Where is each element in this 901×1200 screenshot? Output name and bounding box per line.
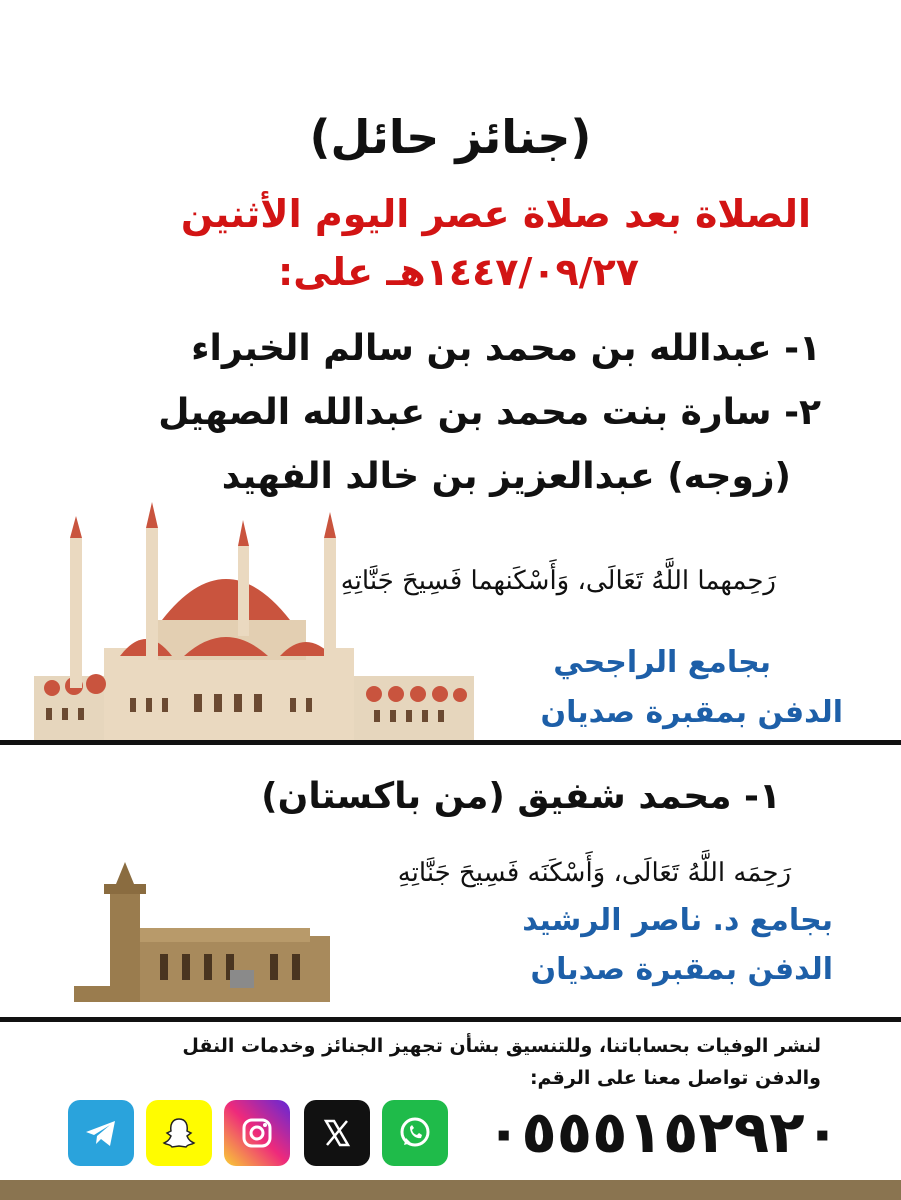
footer-text-line-1: لنشر الوفيات بحساباتنا، وللتنسيق بشأن تجهيز الجنائز وخدمات النقل [182, 1035, 821, 1057]
mosque-illustration-large [34, 498, 474, 740]
footer-bar [0, 1180, 901, 1200]
page-title: (جنائز حائل) [309, 110, 592, 164]
deceased-name-2-spouse: (زوجه) عبدالعزيز بن خالد الفهيد [221, 456, 791, 497]
burial-location-1: الدفن بمقبرة صديان [540, 695, 843, 730]
footer-divider [0, 1017, 901, 1022]
phone-number[interactable]: ٠٥٥٥١٥٢٩٢٠ [485, 1098, 840, 1166]
snapchat-icon[interactable] [146, 1100, 212, 1166]
telegram-icon[interactable] [68, 1100, 134, 1166]
deceased-name-2: ٢- سارة بنت محمد بن عبدالله الصهيل [158, 392, 821, 433]
x-icon[interactable] [304, 1100, 370, 1166]
mosque-name-1: بجامع الراجحي [553, 645, 771, 680]
deceased-name-3: ١- محمد شفيق (من باكستان) [261, 776, 781, 817]
whatsapp-icon[interactable] [382, 1100, 448, 1166]
instagram-icon[interactable] [224, 1100, 290, 1166]
mosque-name-2: بجامع د. ناصر الرشيد [522, 903, 833, 938]
dua-text-1: رَحِمهما اللَّهُ تَعَالَى، وَأَسْكَنهما فَسِيحَ جَنَّاتِهِ [340, 566, 776, 596]
dua-text-2: رَحِمَه اللَّهُ تَعَالَى، وَأَسْكَنَه فَسِيحَ جَنَّاتِهِ [397, 858, 791, 888]
prayer-date-line: ١٤٤٧/٠٩/٢٧هـ على: [278, 250, 639, 294]
prayer-time-line: الصلاة بعد صلاة عصر اليوم الأثنين [180, 192, 811, 236]
footer-text-line-2: والدفن تواصل معنا على الرقم: [529, 1067, 821, 1089]
section-divider [0, 740, 901, 745]
burial-location-2: الدفن بمقبرة صديان [530, 952, 833, 987]
mosque-illustration-small [70, 858, 332, 1004]
deceased-name-1: ١- عبدالله بن محمد بن سالم الخبراء [191, 328, 821, 369]
